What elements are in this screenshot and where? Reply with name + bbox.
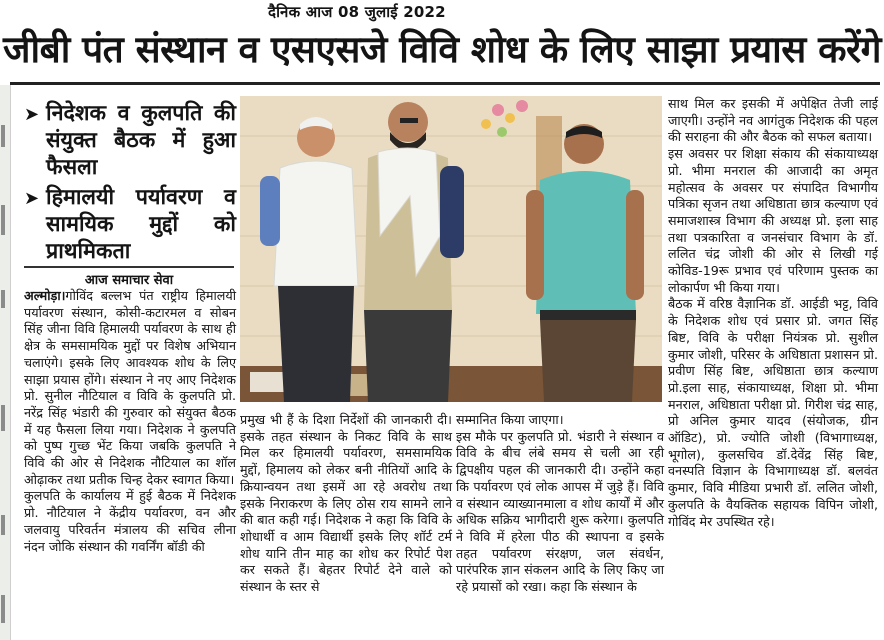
article-paragraph: इस मौके पर कुलपति प्रो. भंडारी ने संस्थान व विवि के बीच लंबे समय से चली आ रही द्विपक्षीय पहल की जानकारी दी। उन्होंने कहा कि पर्यावरण एवं लोक आपस में जुड़े हैं। विवि व संस्थान व्याख्यानमाला व शोध कार्यों में और अधिक सक्रिय भागीदारी शुरू करेगा। कुलपति ने विवि में हरेला पीठ की स्थापना व इसके तहत पर्यावरण संरक्षण, जल संवर्धन, पारंपरिक ज्ञान संकलन आदि के लिए किए जा रहे प्रयासों को रखा। कहा कि संस्थान के bbox=[456, 428, 664, 595]
article-paragraph bbox=[24, 288, 236, 488]
arrow-bullet-icon: ➤ bbox=[24, 188, 40, 209]
article-paragraph: सम्मानित किया जाएगा। bbox=[456, 412, 564, 427]
article-column-2 bbox=[240, 412, 452, 596]
article-paragraph: प्रमुख भी हैं के दिशा निर्देशों की जानकारी दी। इसके तहत संस्थान के निकट विवि के साथ मिल कर हिमालयी पर्यावरण, समसामयिक मुद्दों, हिमालय को लेकर बनी नीतियों आदि के क्रियान्वयन तथा इसमें आ रहे अवरोध तथा इसके निराकरण के लिए ठोस राय सामने लाने की बात कही गई। निदेशक ने कहा कि विवि के शोधार्थी व आम विद्यार्थी इसके लिए शॉर्ट टर्म शोध यानि तीन माह का शोध कर रिपोर्ट पेश कर सकते हैं। बेहतर रिपोर्ट देने वाले को संस्थान के स्तर से bbox=[240, 412, 452, 595]
highlight-text: हिमालयी पर्यावरण व सामयिक मुद्दों को प्राथमिकता bbox=[46, 185, 236, 264]
headline-rule bbox=[10, 82, 880, 85]
adjacent-page-edge bbox=[0, 85, 11, 640]
paragraph-text: गोविंद बल्लभ पंत राष्ट्रीय हिमालयी पर्यावरण संस्थान, कोसी-कटारमल व सोबन सिंह जीना विवि हिमालयी पर्यावरण के साथ ही क्षेत्र के समसामयिक मुद्दों पर विशेष अभियान चलाएंगे। इसके लिए आवश्यक शोध के लिए साझा प्रयास होंगे। संस्थान ने नए आए निदेशक प्रो. सुनील नौटियाल व विवि के कुलपति प्रो. नरेंद्र सिंह भंडारी की गुरुवार को संयुक्त बैठक में यह फैसला लिया गया। निदेशक ने कुलपति को पुष्प गुच्छ भेंट किया जबकि कुलपति ने विवि की ओर से निदेशक नौटियाल का शॉल ओढ़ाकर तथा प्रतीक चिन्ह देकर स्वागत किया। bbox=[24, 288, 236, 487]
masthead-date: दैनिक आज 08 जुलाई 2022 bbox=[268, 3, 446, 21]
article-column-1 bbox=[24, 288, 236, 555]
news-photo bbox=[240, 96, 662, 402]
byline-rule bbox=[24, 266, 234, 268]
highlight-item bbox=[24, 100, 236, 181]
article-paragraph: कुलपति के कार्यालय में हुई बैठक में निदेशक प्रो. नौटियाल ने केंद्रीय पर्यावरण, वन और जलवायु परिवर्तन मंत्रालय की सचिव लीना नंदन जोकि संस्थान की गवर्निंग बॉडी की bbox=[24, 488, 236, 554]
article-column-3 bbox=[456, 412, 664, 596]
article-paragraph: साथ मिल कर इसकी में अपेक्षित तेजी लाई जाएगी। उन्होंने नव आगंतुक निदेशक की पहल की सराहना की और बैठक को सफल बताया। bbox=[668, 96, 878, 145]
article-column-4 bbox=[668, 96, 878, 530]
byline: आज समाचार सेवा bbox=[84, 273, 174, 288]
article-paragraph: बैठक में वरिष्ठ वैज्ञानिक डॉ. आईडी भट्ट, विवि के निदेशक शोध एवं प्रसार प्रो. जगत सिंह बिष्ट, विवि के परीक्षा नियंत्रक प्रो. सुशील कुमार जोशी, परिसर के अधिष्ठाता प्रशासन प्रो. प्रवीण सिंह बिष्ट, अधिष्ठाता छात्र कल्याण प्रो.इला साह, संकायाध्यक्ष, शिक्षा प्रो. भीमा मनराल, अधिष्ठाता परीक्षा प्रो. गिरीश चंद्र साह, प्रो अनिल कुमार यादव (संयोजक, ग्रीन ऑडिट), प्रो. ज्योति जोशी (विभागाध्यक्ष, भूगोल), कुलसचिव डॉ.देवेंद्र सिंह बिष्ट, वनस्पति विज्ञान के विभागाध्यक्ष डॉ. बलवंत कुमार, विवि मीडिया प्रभारी डॉ. ललित जोशी, कुलपति के वैयक्तिक सहायक विपिन जोशी, गोविंद मेर उपस्थित रहे। bbox=[668, 296, 878, 529]
dateline: अल्मोड़ा। bbox=[24, 288, 66, 303]
headline: जीबी पंत संस्थान व एसएसजे विवि शोध के लिए साझा प्रयास करेंगे bbox=[3, 28, 881, 71]
arrow-bullet-icon: ➤ bbox=[24, 104, 40, 125]
article-paragraph: इस अवसर पर शिक्षा संकाय की संकायाध्यक्ष प्रो. भीमा मनराल की आजादी का अमृत महोत्सव के अवसर पर संपादित विभागीय पत्रिका सृजन तथा अधिष्ठाता छात्र कल्याण एवं समाजशास्त्र विभाग की अध्यक्ष प्रो. इला साह तथा पत्रकारिता व जनसंचार विभाग के डॉ. ललित चंद्र जोशी की ओर से लिखी गई कोविड-19रू प्रभाव एवं परिणाम पुस्तक का लोकार्पण भी किया गया। bbox=[668, 146, 878, 295]
highlight-text: निदेशक व कुलपति की संयुक्त बैठक में हुआ फैसला bbox=[46, 101, 236, 180]
highlight-item bbox=[24, 184, 236, 265]
highlights-box bbox=[24, 100, 236, 268]
